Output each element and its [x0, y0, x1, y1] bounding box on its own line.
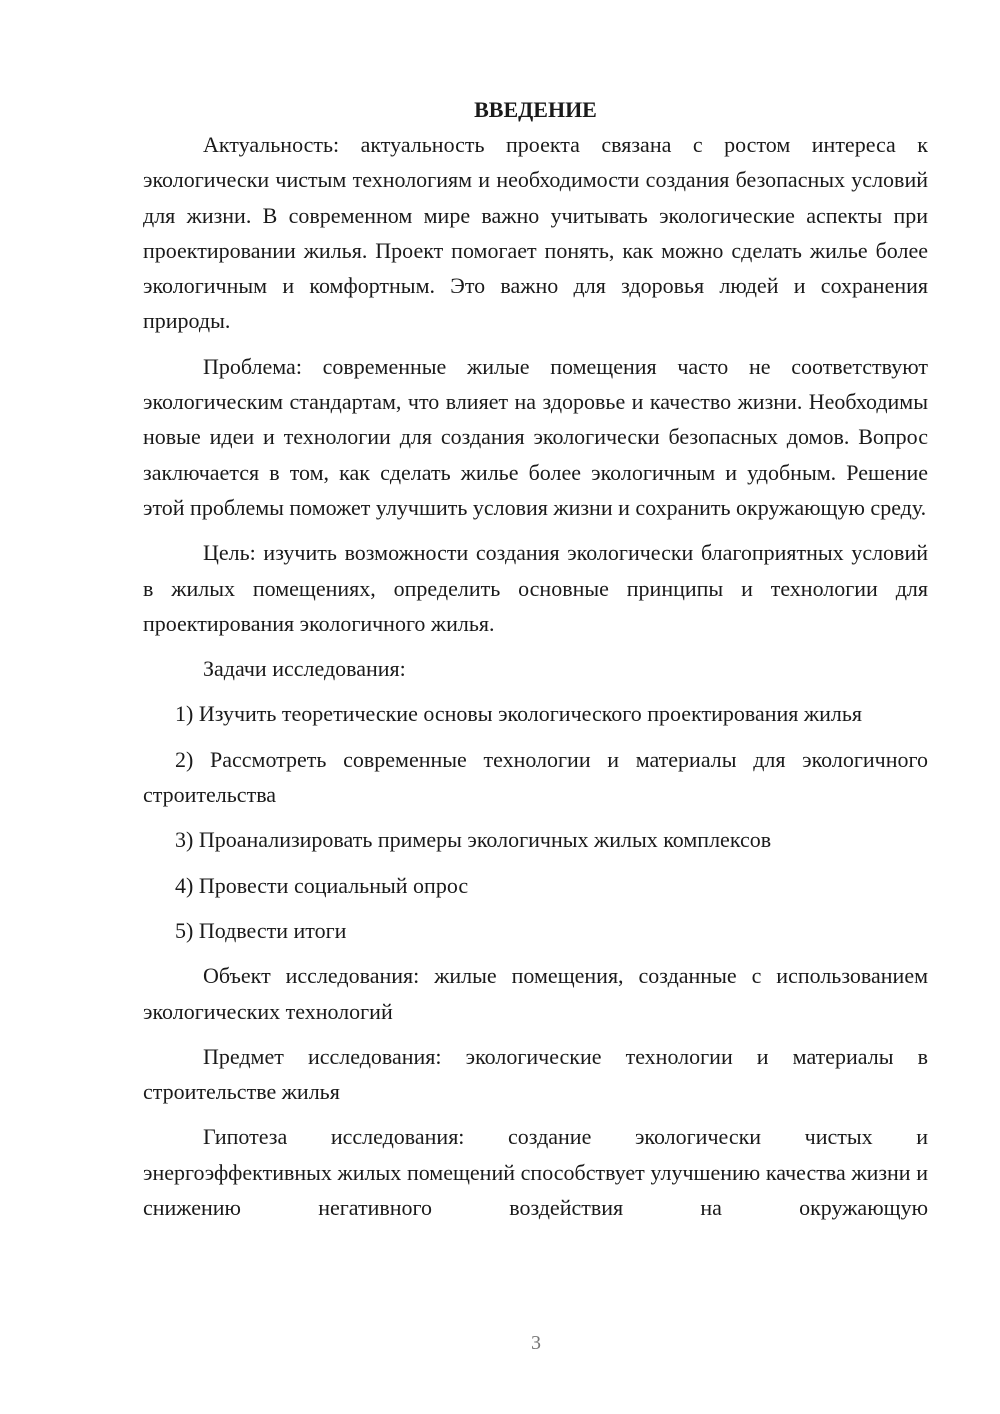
- task-item-2: 2) Рассмотреть современные технологии и материалы для экологичного строительства: [143, 746, 928, 808]
- task-item-4: 4) Провести социальный опрос: [175, 872, 469, 898]
- paragraph-object: Объект исследования: жилые помещения, созданные с использованием экологических технологий: [143, 963, 928, 1024]
- paragraph-goal: Цель: изучить возможности создания экологически благоприятных условий в жилых помещениях, определить основные принципы и технологии для проектирования экологичного жилья.: [143, 540, 928, 636]
- page-number: 3: [531, 1332, 541, 1354]
- task-item-3: 3) Проанализировать примеры экологичных жилых комплексов: [175, 827, 772, 853]
- paragraph-problem: Проблема: современные жилые помещения часто не соответствуют экологическим стандартам, что влияет на здоровье и качество жизни. Необходимы новые идеи и технологии для создания экологически безопасных домов. Вопрос заключается в том, как сделать жилье более экологичным и удобным. Решение этой проблемы поможет улучшить условия жизни и сохранить окружающую среду.: [143, 353, 928, 520]
- paragraph-subject: Предмет исследования: экологические технологии и материалы в строительстве жилья: [143, 1043, 928, 1105]
- paragraph-tasks-heading: Задачи исследования:: [203, 656, 406, 682]
- task-item-5: 5) Подвести итоги: [175, 917, 347, 943]
- document-page: [143, 92, 928, 1225]
- paragraph-hypothesis: Гипотеза исследования: создание экологически чистых и энергоэффективных жилых помещений способствует улучшению качества жизни и снижению негативного воздействия на окружающую: [143, 1124, 928, 1221]
- page-title: ВВЕДЕНИЕ: [474, 97, 597, 122]
- task-item-1: 1) Изучить теоретические основы экологического проектирования жилья: [175, 701, 862, 727]
- paragraph-relevance: Актуальность: актуальность проекта связана с ростом интереса к экологически чистым технологиям и необходимости создания безопасных условий для жизни. В современном мире важно учитывать экологические аспекты при проектировании жилья. Проект помогает понять, как можно сделать жилье более экологичным и комфортным. Это важно для здоровья людей и сохранения природы.: [143, 132, 928, 334]
